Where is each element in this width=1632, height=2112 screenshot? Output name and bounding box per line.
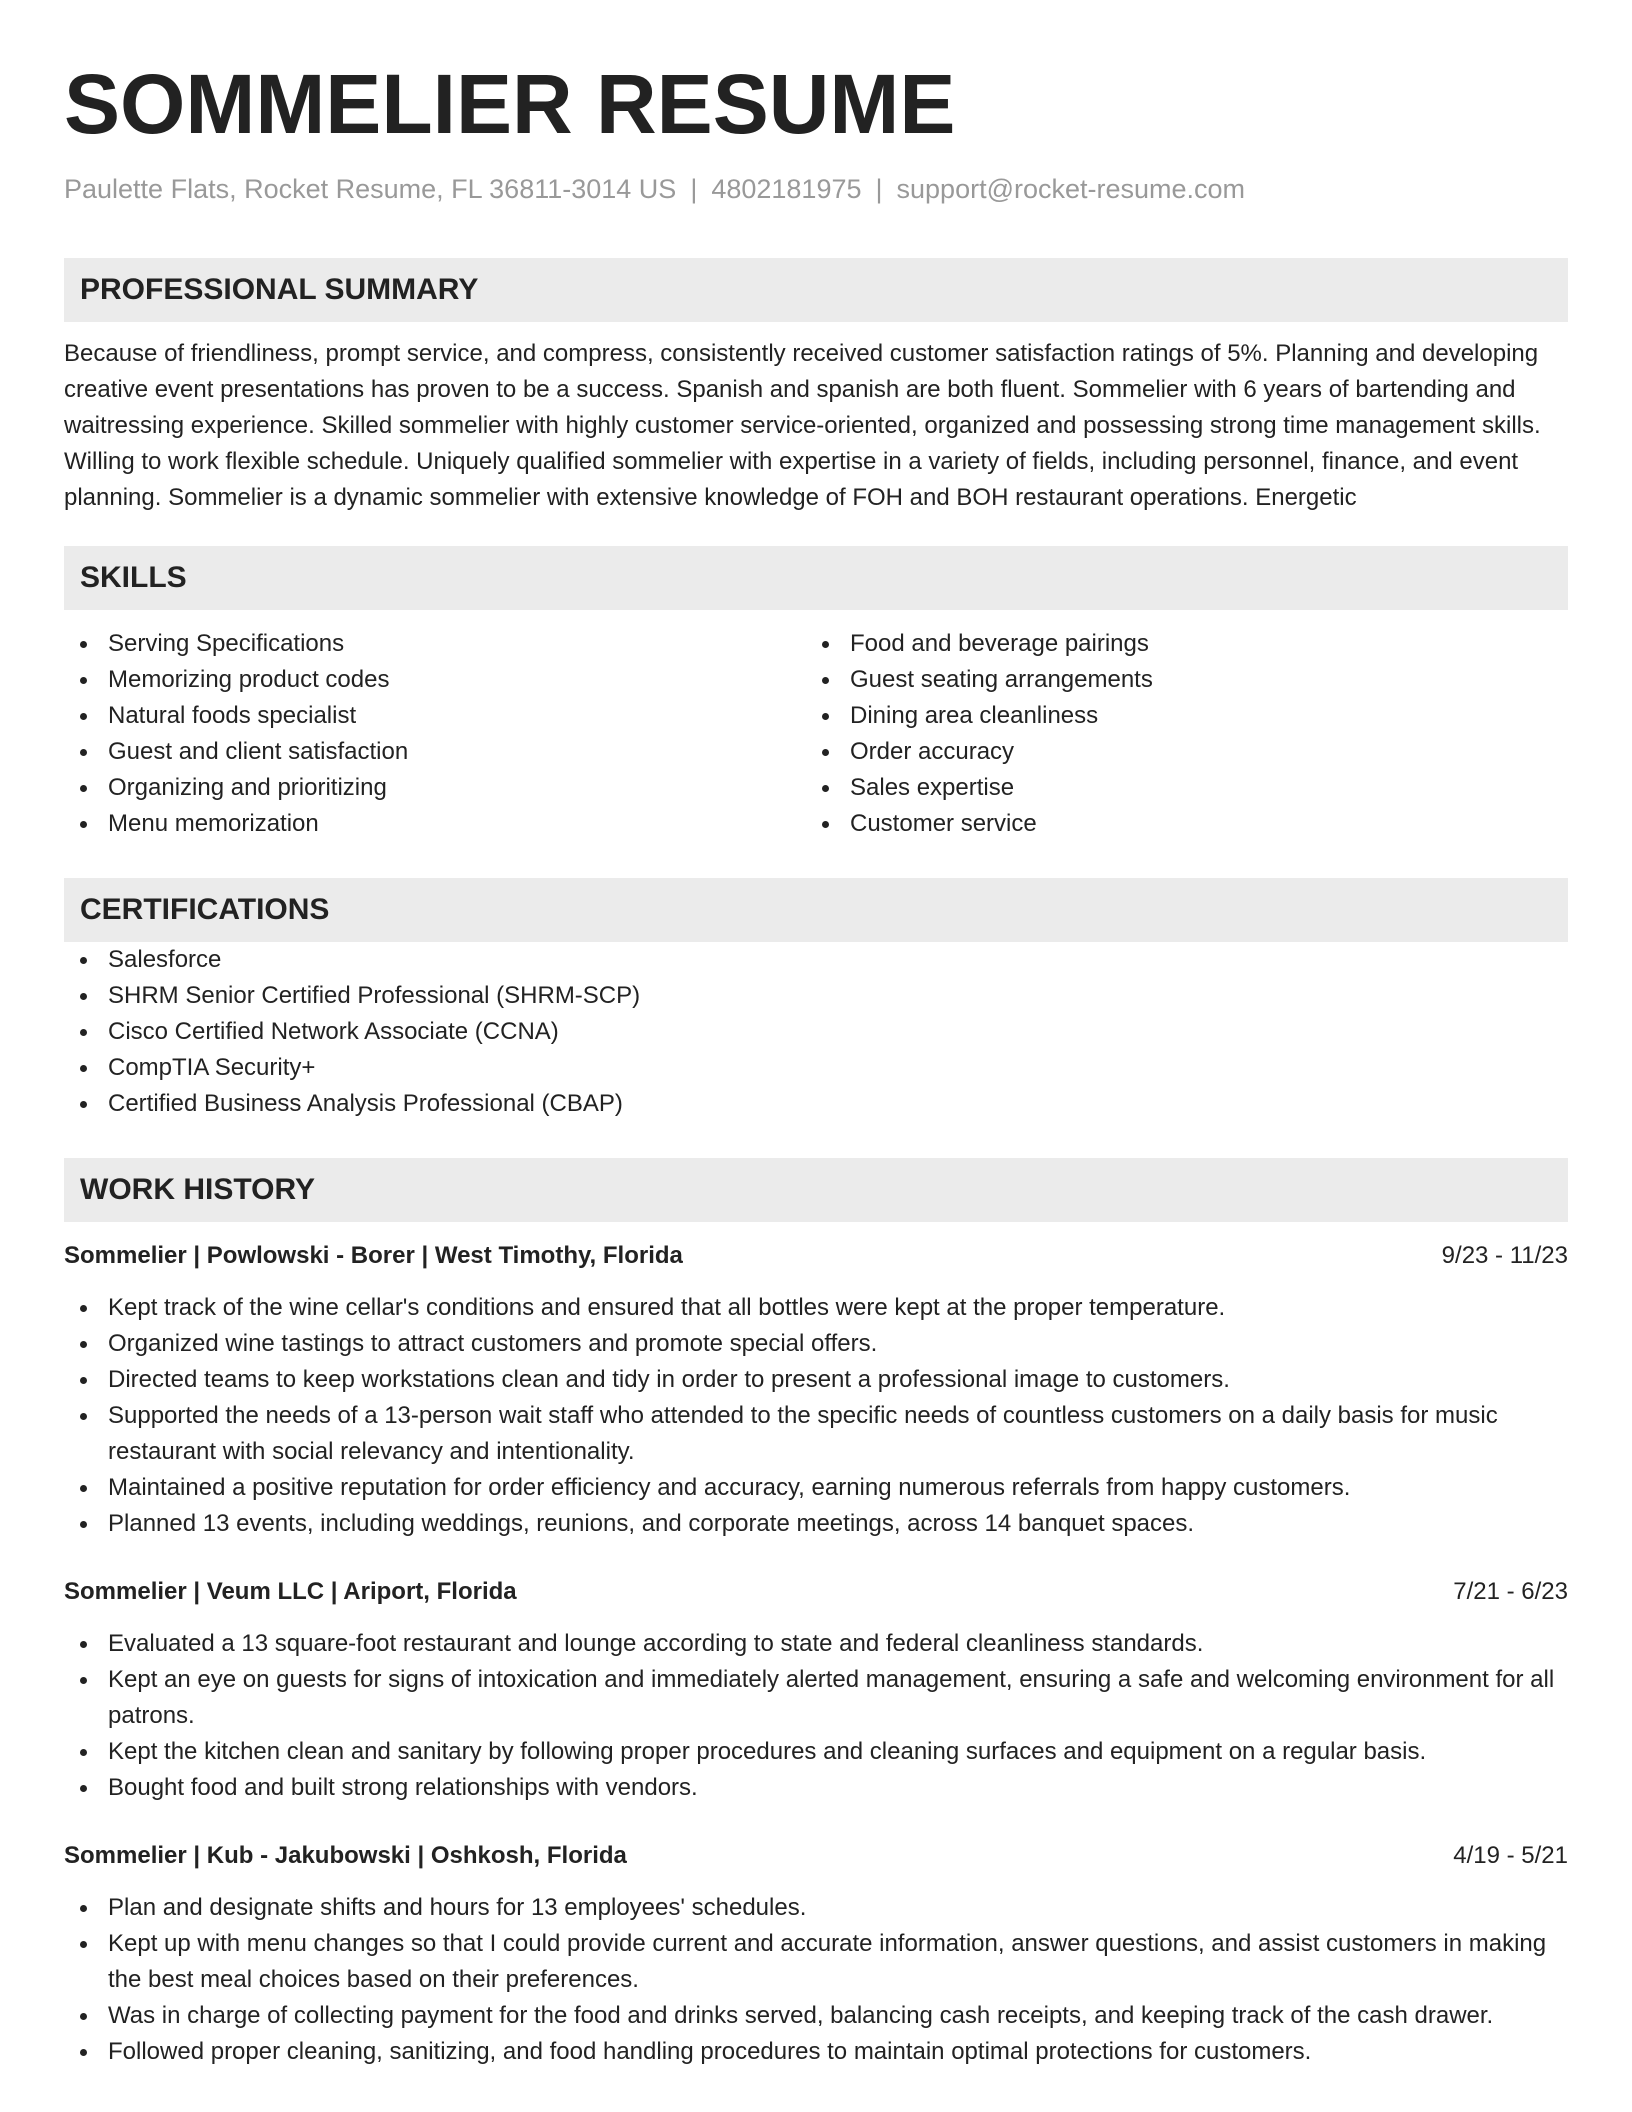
job-dates: 4/19 - 5/21 [1453,1842,1568,1869]
skills-grid [64,626,1568,842]
job-bullet: Bought food and built strong relationships with vendors. [64,1770,1568,1806]
section-heading-certifications: CERTIFICATIONS [64,878,1568,942]
job-bullet: Maintained a positive reputation for order efficiency and accuracy, earning numerous referrals from happy customers. [64,1470,1568,1506]
section-heading-skills: SKILLS [64,546,1568,610]
job-title: Sommelier | Veum LLC | Ariport, Florida [64,1578,517,1605]
job-bullet: Kept the kitchen clean and sanitary by following proper procedures and cleaning surfaces and equipment on a regular basis. [64,1734,1568,1770]
certification-item: Certified Business Analysis Professional (CBAP) [64,1086,1568,1122]
skill-item: Sales expertise [806,770,1548,806]
contact-separator: | [875,174,883,204]
skill-item: Order accuracy [806,734,1548,770]
job-header [64,1574,1568,1610]
skill-item: Dining area cleanliness [806,698,1548,734]
certification-item: SHRM Senior Certified Professional (SHRM-SCP) [64,978,1568,1014]
job-bullet: Plan and designate shifts and hours for 13 employees' schedules. [64,1890,1568,1926]
contact-email: support@rocket-resume.com [896,174,1246,204]
job-bullet: Kept an eye on guests for signs of intoxication and immediately alerted management, ensuring a safe and welcoming environment for all patrons. [64,1662,1568,1734]
skills-list-right [806,626,1548,842]
job-entry [64,1838,1568,2070]
job-bullet: Followed proper cleaning, sanitizing, and food handling procedures to maintain optimal protections for customers. [64,2034,1568,2070]
job-bullets [64,1626,1568,1806]
certification-item: CompTIA Security+ [64,1050,1568,1086]
job-header [64,1838,1568,1874]
job-entry [64,1238,1568,1542]
skill-item: Menu memorization [64,806,806,842]
skill-item: Serving Specifications [64,626,806,662]
skill-item: Customer service [806,806,1548,842]
job-bullet: Organized wine tastings to attract customers and promote special offers. [64,1326,1568,1362]
contact-separator: | [690,174,698,204]
contact-line [64,172,1568,206]
job-bullet: Evaluated a 13 square-foot restaurant and lounge according to state and federal cleanliness standards. [64,1626,1568,1662]
job-bullets [64,1290,1568,1542]
contact-address: Paulette Flats, Rocket Resume, FL 36811-3014 US [64,174,677,204]
job-entry [64,1574,1568,1806]
job-bullet: Directed teams to keep workstations clean and tidy in order to present a professional image to customers. [64,1362,1568,1398]
skill-item: Organizing and prioritizing [64,770,806,806]
job-title: Sommelier | Powlowski - Borer | West Timothy, Florida [64,1242,683,1269]
certification-item: Salesforce [64,942,1568,978]
certifications-list [64,942,1568,1122]
section-heading-summary: PROFESSIONAL SUMMARY [64,258,1568,322]
section-heading-work-history: WORK HISTORY [64,1158,1568,1222]
skill-item: Memorizing product codes [64,662,806,698]
summary-text: Because of friendliness, prompt service, and compress, consistently received customer satisfaction ratings of 5%. Planning and developing creative event presentations has proven to be a success. Spanish and spanish are both fluent. Sommelier with 6 years of bartending and waitressing experience. Skilled sommelier with highly customer service-oriented, organized and possessing strong time management skills. Willing to work flexible schedule. Uniquely qualified sommelier with expertise in a variety of fields, including personnel, finance, and event planning. Sommelier is a dynamic sommelier with extensive knowledge of FOH and BOH restaurant operations. Energetic [64,340,1541,511]
job-dates: 7/21 - 6/23 [1453,1578,1568,1605]
skill-item: Natural foods specialist [64,698,806,734]
job-dates: 9/23 - 11/23 [1441,1242,1568,1269]
job-bullet: Supported the needs of a 13-person wait staff who attended to the specific needs of countless customers on a daily basis for music restaurant with social relevancy and intentionality. [64,1398,1568,1470]
page-title: SOMMELIER RESUME [64,57,956,151]
job-bullets [64,1890,1568,2070]
job-bullet: Kept up with menu changes so that I could provide current and accurate information, answer questions, and assist customers in making the best meal choices based on their preferences. [64,1926,1568,1998]
job-title: Sommelier | Kub - Jakubowski | Oshkosh, Florida [64,1842,627,1869]
job-bullet: Planned 13 events, including weddings, reunions, and corporate meetings, across 14 banquet spaces. [64,1506,1568,1542]
certification-item: Cisco Certified Network Associate (CCNA) [64,1014,1568,1050]
skill-item: Guest and client satisfaction [64,734,806,770]
job-bullet: Was in charge of collecting payment for the food and drinks served, balancing cash receipts, and keeping track of the cash drawer. [64,1998,1568,2034]
skill-item: Guest seating arrangements [806,662,1548,698]
resume-page [64,0,1568,2070]
job-bullet: Kept track of the wine cellar's conditions and ensured that all bottles were kept at the proper temperature. [64,1290,1568,1326]
contact-phone: 4802181975 [711,174,862,204]
job-header [64,1238,1568,1274]
skill-item: Food and beverage pairings [806,626,1548,662]
skills-list-left [64,626,806,842]
